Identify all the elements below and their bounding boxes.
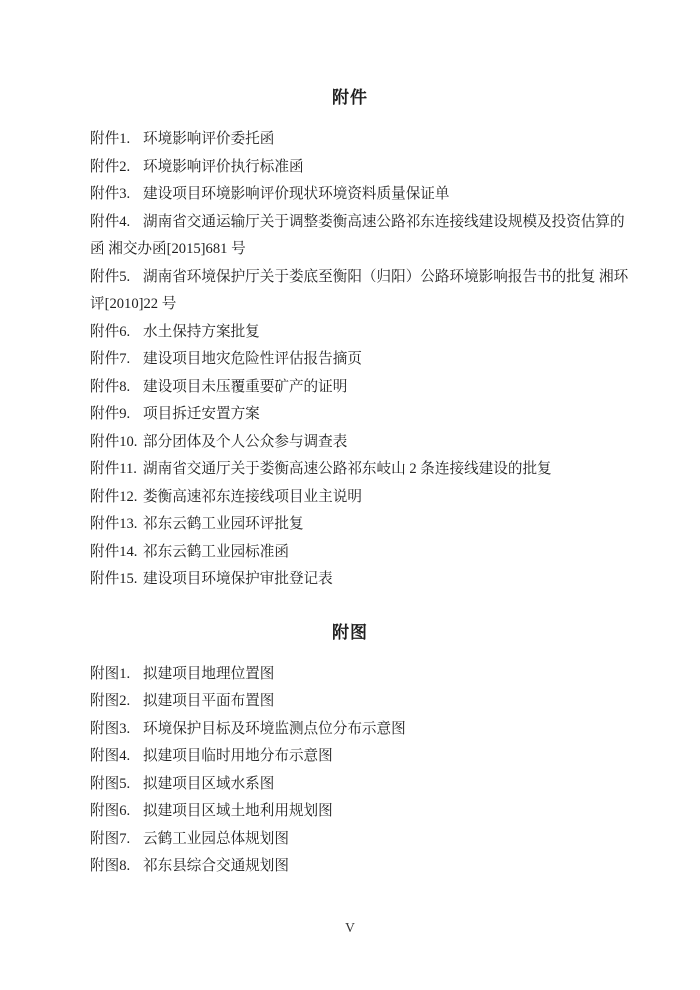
attachment-item-text: 项目拆迁安置方案	[143, 406, 260, 422]
attachment-item-text: 湖南省交通厅关于娄衡高速公路祁东岐山 2 条连接线建设的批复	[143, 461, 552, 477]
attachments-list	[90, 126, 629, 594]
attachment-item	[90, 181, 629, 209]
figure-item-label: 附图8.	[90, 858, 131, 874]
attachment-item	[90, 374, 629, 402]
attachment-item-label: 附件1.	[90, 131, 131, 147]
attachment-item	[90, 264, 629, 319]
attachment-item-label: 附件7.	[90, 351, 131, 367]
figure-item	[90, 661, 629, 689]
attachment-item-label: 附件4.	[90, 213, 131, 230]
attachment-item-label: 附件12.	[90, 488, 138, 505]
attachment-item-text: 建设项目环境影响评价现状环境资料质量保证单	[143, 186, 450, 202]
attachment-item	[90, 209, 629, 264]
attachment-item-label: 附件14.	[90, 543, 138, 560]
attachment-item-text: 环境影响评价委托函	[143, 131, 275, 147]
figure-item	[90, 743, 629, 771]
attachment-item-text: 环境影响评价执行标准函	[143, 158, 304, 175]
attachment-item	[90, 126, 629, 154]
attachment-item-label: 附件9.	[90, 406, 131, 422]
figure-item-text: 祁东县综合交通规划图	[143, 858, 289, 874]
attachment-item-label: 附件3.	[90, 186, 131, 202]
attachment-item-text: 建设项目未压覆重要矿产的证明	[143, 378, 348, 395]
figure-item	[90, 688, 629, 716]
figure-item	[90, 853, 629, 881]
attachment-item-label: 附件8.	[90, 378, 131, 395]
attachments-section-title: 附件	[332, 88, 368, 107]
figure-item-text: 环境保护目标及环境监测点位分布示意图	[143, 720, 406, 737]
attachment-item-text: 湖南省环境保护厅关于娄底至衡阳（归阳）公路环境影响报告书的批复 湘环评[2010]22 号	[90, 268, 629, 312]
attachment-item-label: 附件13.	[90, 516, 138, 532]
attachment-item-text: 建设项目环境保护审批登记表	[143, 571, 333, 587]
attachment-item	[90, 456, 629, 484]
figure-item-label: 附图1.	[90, 665, 131, 682]
figure-item	[90, 798, 629, 826]
figure-item-text: 拟建项目地理位置图	[143, 665, 275, 682]
attachment-item	[90, 539, 629, 567]
figure-item-text: 云鹤工业园总体规划图	[143, 830, 289, 847]
page-number: V	[345, 920, 355, 935]
attachment-item-text: 娄衡高速祁东连接线项目业主说明	[143, 488, 362, 505]
attachment-item-text: 水土保持方案批复	[143, 323, 260, 340]
figure-item-label: 附图2.	[90, 693, 131, 709]
figure-item-label: 附图4.	[90, 748, 131, 764]
attachment-item	[90, 319, 629, 347]
attachment-item-text: 祁东云鹤工业园环评批复	[143, 516, 304, 532]
figure-item-label: 附图3.	[90, 720, 131, 737]
figure-item-label: 附图7.	[90, 830, 131, 847]
attachment-item-text: 部分团体及个人公众参与调查表	[143, 433, 348, 450]
attachment-item-label: 附件5.	[90, 268, 131, 285]
attachment-item	[90, 429, 629, 457]
attachment-item	[90, 511, 629, 539]
figures-list	[90, 661, 629, 881]
attachment-item-text: 湖南省交通运输厅关于调整娄衡高速公路祁东连接线建设规模及投资估算的函 湘交办函[2015]681 号	[90, 213, 625, 257]
attachment-item-text: 祁东云鹤工业园标准函	[143, 543, 289, 560]
figures-section-title: 附图	[332, 622, 368, 642]
attachment-item-label: 附件2.	[90, 158, 131, 175]
attachment-item-label: 附件15.	[90, 571, 138, 587]
attachment-item-text: 建设项目地灾危险性评估报告摘页	[143, 351, 362, 367]
figure-item	[90, 716, 629, 744]
attachment-item	[90, 484, 629, 512]
attachment-item-label: 附件6.	[90, 323, 131, 340]
figure-item-text: 拟建项目平面布置图	[143, 693, 275, 709]
figure-item	[90, 826, 629, 854]
figure-item-text: 拟建项目区域水系图	[143, 775, 275, 792]
attachment-item-label: 附件11.	[90, 461, 137, 477]
attachment-item	[90, 566, 629, 594]
figure-item-text: 拟建项目临时用地分布示意图	[143, 748, 333, 764]
figure-item-label: 附图6.	[90, 803, 131, 819]
attachment-item-label: 附件10.	[90, 433, 138, 450]
attachment-item	[90, 346, 629, 374]
attachment-item	[90, 401, 629, 429]
figure-item-label: 附图5.	[90, 775, 131, 792]
figure-item-text: 拟建项目区域土地利用规划图	[143, 803, 333, 819]
figure-item	[90, 771, 629, 799]
attachment-item	[90, 154, 629, 182]
